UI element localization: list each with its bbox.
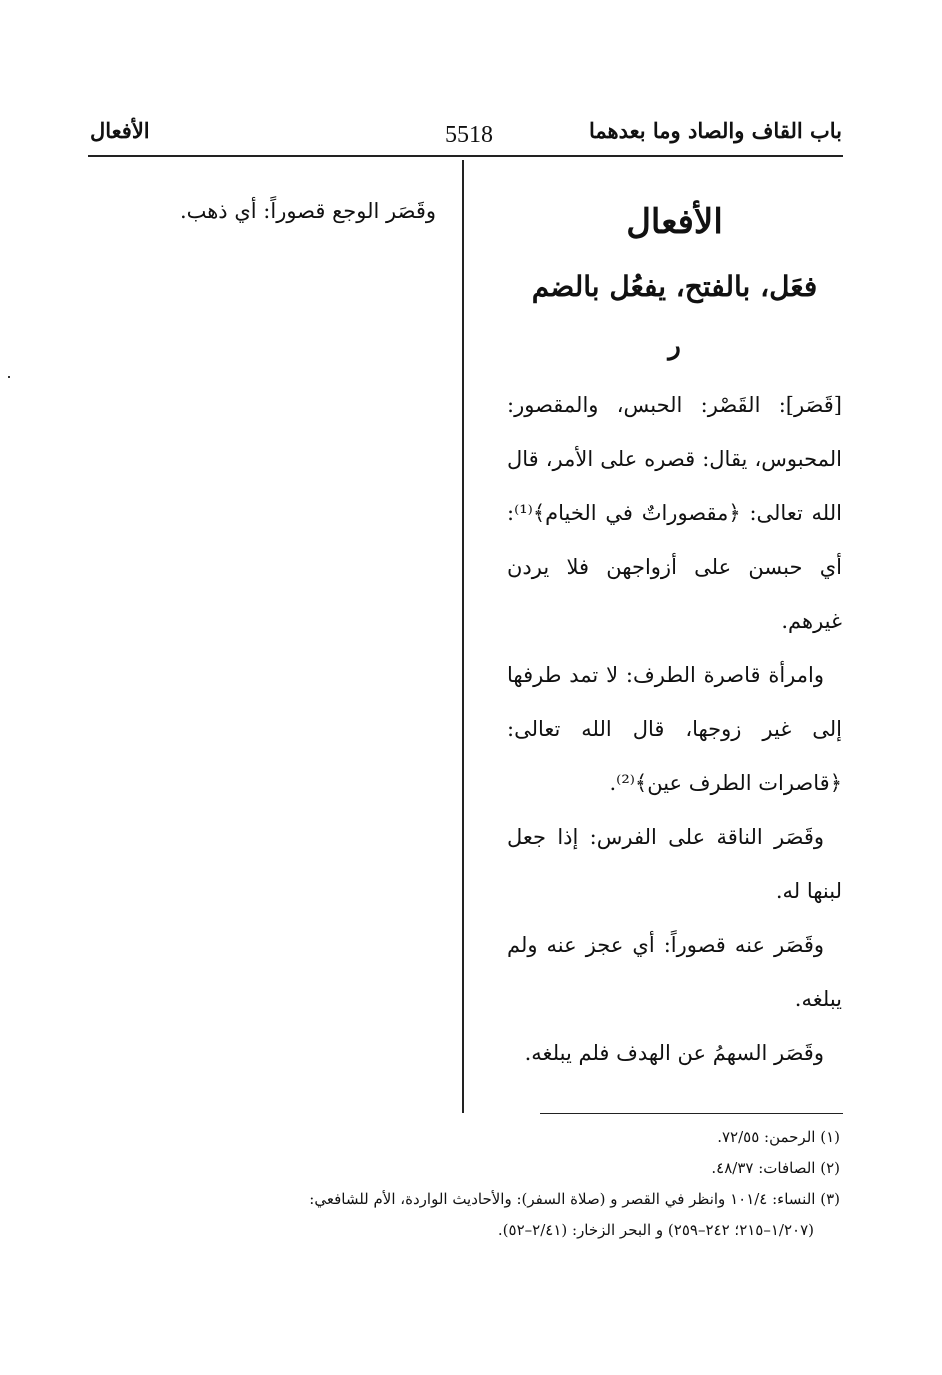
entry-paragraph: وقَصَر السهمُ عن الهدف فلم يبلغه. [524, 1041, 824, 1065]
right-column [507, 184, 842, 1080]
page-header [90, 118, 842, 158]
footnote-rule [540, 1113, 843, 1114]
section-heading: الأفعال [626, 202, 723, 242]
scan-speck [8, 376, 10, 378]
left-column [90, 184, 454, 238]
page-number: 5518 [445, 122, 493, 148]
footnotes [88, 1122, 840, 1246]
header-rule [88, 155, 843, 157]
column-divider [462, 160, 464, 1113]
entry-paragraph: وقَصَر عنه قصوراً: أي عجز عنه ولم يبلغه. [507, 933, 842, 1011]
entry-paragraph: [قَصَر]: القَصْر: الحبس، والمقصور: المحبوس، يقال: قصره على الأمر، قال الله تعالى: ﴿مقصوراتٌ في الخيام﴾⁽¹⁾: أي حبسن على أزواجهن فلا يردن غيرهم. [507, 393, 842, 633]
section-subheading: فعَل، بالفتح، يفعُل بالضم [531, 270, 818, 303]
chapter-title: باب القاف والصاد وما بعدهما [588, 118, 842, 143]
footnote: (١) الرحمن: ٧٢/٥٥. [717, 1128, 840, 1146]
footnote: (٢) الصافات: ٤٨/٣٧. [711, 1159, 840, 1177]
letter-heading: ر [668, 331, 681, 361]
section-title: الأفعال [90, 118, 150, 143]
entry-paragraph: وامرأة قاصرة الطرف: لا تمد طرفها إلى غير زوجها، قال الله تعالى: ﴿قاصرات الطرف عين﴾⁽²⁾. [507, 663, 842, 795]
footnote-continuation: (١/٢٠٧–٢١٥؛ ٢٤٢–٢٥٩) و البحر الزخار: (٢/٤١–٥٢). [497, 1221, 814, 1239]
entry-paragraph: وقَصَر الوجع قصوراً: أي ذهب. [179, 199, 436, 223]
footnote: (٣) النساء: ١٠١/٤ وانظر في القصر و (صلاة السفر): والأحاديث الواردة، الأم للشافعي: [309, 1190, 840, 1208]
entry-paragraph: وقَصَر الناقة على الفرس: إذا جعل لبنها له. [507, 825, 842, 903]
